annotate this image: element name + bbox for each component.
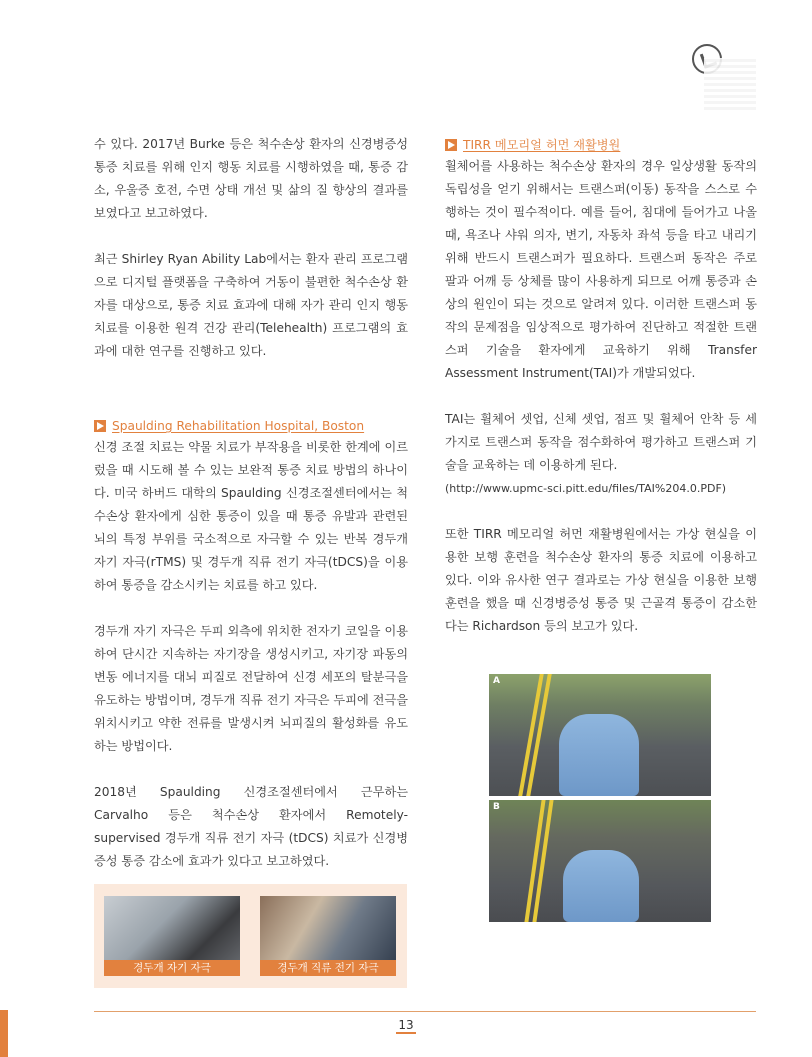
page-number: 13 xyxy=(398,1018,414,1032)
spaulding-section xyxy=(94,416,408,873)
play-arrow-icon xyxy=(94,420,106,432)
left-para-5: 2018년 Spaulding 신경조절센터에서 근무하는 Carvalho 등은 척수손상 환자에서 Remotely-supervised 경두개 직류 전기 자극 (tDCS) 치료가 신경병증성 통증 감소에 효과가 있다고 보고하였다. xyxy=(94,785,408,868)
left-para-4: 경두개 자기 자극은 두피 외측에 위치한 전자기 코일을 이용하여 단시간 지속하는 자기장을 생성시키고, 자기장 파동의 변동 에너지를 대뇌 피질로 전달하여 신경 세포의 탈분극을 유도하는 방법이며, 경두개 직류 전기 자극은 두피에 전극을 위치시키고 약한 전류를 발생시켜 뇌피질의 활성화를 유도하는 방법이다. xyxy=(94,624,408,753)
left-para-1: 수 있다. 2017년 Burke 등은 척수손상 환자의 신경병증성 통증 치료를 위해 인지 행동 치료를 시행하였을 때, 통증 감소, 우울증 호전, 수면 상태 개선 및 삶의 질 향상의 결과를 보였다고 보고하였다. xyxy=(94,137,408,220)
qr-code xyxy=(704,58,756,110)
left-column xyxy=(94,133,408,363)
figure-panel-b xyxy=(489,800,711,922)
left-para-2: 최근 Shirley Ryan Ability Lab에서는 환자 관리 프로그램으로 디지털 플랫폼을 구축하여 거동이 불편한 척수손상 환자를 대상으로, 통증 치료 효과에 대해 자가 관리 인지 행동 치료를 이용한 원격 건강 관리(Telehealth) 프로그램의 효과에 대한 연구를 진행하고 있다. xyxy=(94,252,408,358)
panel-label-a: A xyxy=(493,676,500,686)
footer-divider xyxy=(94,1011,756,1012)
panel-label-b: B xyxy=(493,802,500,812)
right-column xyxy=(445,135,757,638)
right-para-3: 또한 TIRR 메모리얼 허먼 재활병원에서는 가상 현실을 이용한 보행 훈련을 척수손상 환자의 통증 치료에 이용하고 있다. 이와 유사한 연구 결과로는 가상 현실을 이용한 보행 훈련을 했을 때 신경병증성 통증 및 근골격 통증이 감소한다는 Richardson 등의 보고가 있다. xyxy=(445,527,757,633)
left-para-3: 신경 조절 치료는 약물 치료가 부작용을 비롯한 한계에 이르렀을 때 시도해 볼 수 있는 보완적 통증 치료 방법의 하나이다. 미국 하버드 대학의 Spaulding 신경조절센터에서는 척수손상 환자에게 심한 통증이 있을 때 통증 유발과 관련된 뇌의 특정 부위를 국소적으로 자극할 수 있는 반복 경두개 자기 자극(rTMS) 및 경두개 직류 전기 자극(tDCS)을 이용하여 통증을 감소시키는 치료를 하고 있다. xyxy=(94,440,408,592)
caption-tdcs: 경두개 직류 전기 자극 xyxy=(260,960,396,976)
caption-rtms: 경두개 자기 자극 xyxy=(104,960,240,976)
figure-panel-a xyxy=(489,674,711,796)
photo-box xyxy=(94,884,407,988)
play-arrow-icon xyxy=(445,139,457,151)
right-para-1: 휠체어를 사용하는 척수손상 환자의 경우 일상생활 동작의 독립성을 얻기 위해서는 트랜스퍼(이동) 동작을 스스로 수행하는 것이 필수적이다. 예를 들어, 침대에 들어가고 나올 때, 욕조나 샤워 의자, 변기, 자동차 좌석 등을 타고 내리기 위해 반드시 트랜스퍼가 필요하다. 트랜스퍼 동작은 주로 팔과 어깨 등 상체를 많이 사용하게 되므로 어깨 통증과 손상의 원인이 되는 것으로 알려져 있다. 이러한 트랜스퍼 동작의 문제점을 임상적으로 평가하여 진단하고 적절한 트랜스퍼 기술을 환자에게 교육하기 위해 Transfer Assessment Instrument(TAI)가 개발되었다. xyxy=(445,159,757,380)
tai-link[interactable]: (http://www.upmc-sci.pitt.edu/files/TAI%204.0.PDF) xyxy=(445,482,727,495)
right-para-2: TAI는 휠체어 셋업, 신체 셋업, 점프 및 휠체어 안착 등 세 가지로 트랜스퍼 동작을 점수화하여 평가하고 트랜스퍼 기술을 교육하는 데 이용하게 된다. xyxy=(445,412,757,472)
section-heading-tirr: TIRR 메모리얼 허먼 재활병원 xyxy=(445,135,757,155)
section-heading-spaulding: Spaulding Rehabilitation Hospital, Boston xyxy=(94,416,408,436)
vr-walking-figure xyxy=(489,674,711,922)
